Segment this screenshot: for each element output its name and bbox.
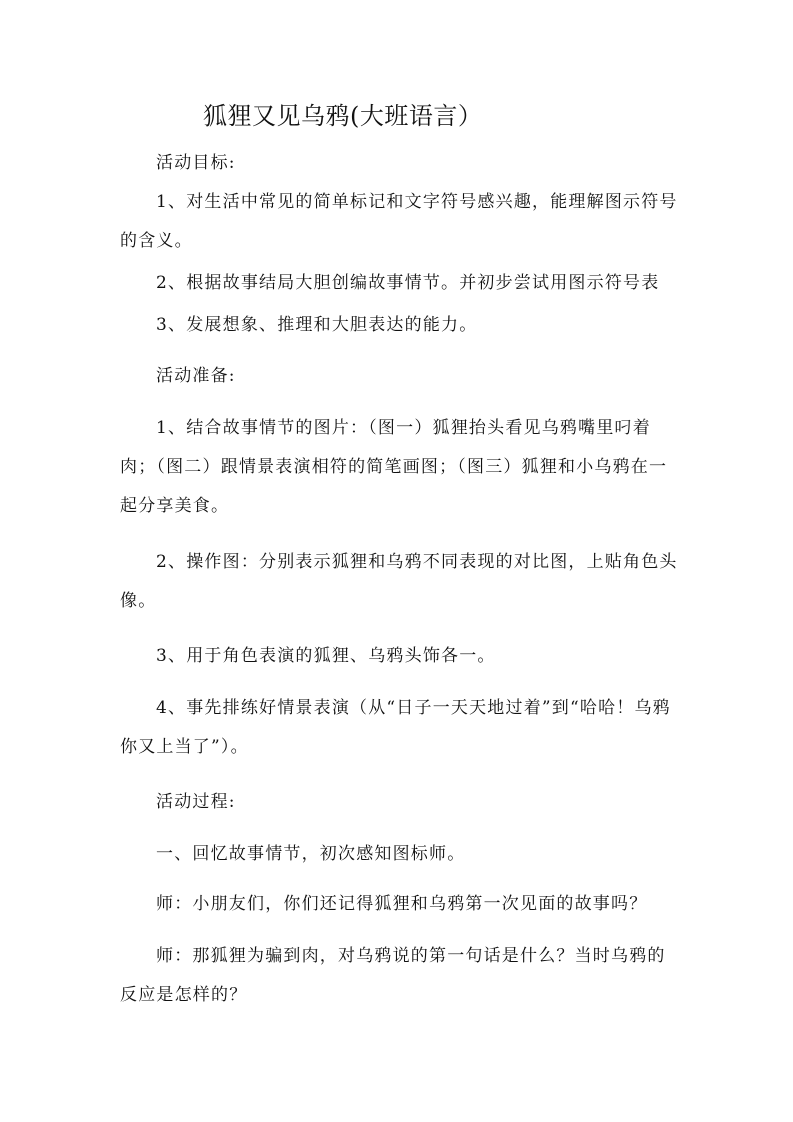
paragraph: 1、对生活中常见的简单标记和文字符号感兴趣，能理解图示符号的含义。 bbox=[120, 192, 678, 251]
paragraph: 4、事先排练好情景表演（从“日子一天天地过着”到“哈哈！乌鸦你又上当了”）。 bbox=[120, 698, 671, 757]
section-heading-preparation: 活动准备: bbox=[156, 366, 236, 386]
section-heading-process: 活动过程: bbox=[156, 792, 236, 812]
paragraph: 1、结合故事情节的图片：（图一）狐狸抬头看见乌鸦嘴里叼着肉；（图二）跟情景表演相符的简笔画图；（图三）狐狸和小乌鸦在一起分享美食。 bbox=[120, 418, 668, 516]
paragraph: 2、根据故事结局大胆创编故事情节。并初步尝试用图示符号表 bbox=[156, 273, 660, 293]
paragraph: 师：小朋友们，你们还记得狐狸和乌鸦第一次见面的故事吗？ bbox=[156, 894, 648, 914]
paragraph: 师：那狐狸为骗到肉，对乌鸦说的第一句话是什么？当时乌鸦的反应是怎样的？ bbox=[120, 946, 666, 1005]
section-heading-goals: 活动目标: bbox=[156, 153, 236, 173]
paragraph: 3、发展想象、推理和大胆表达的能力。 bbox=[156, 315, 478, 335]
paragraph: 3、用于角色表演的狐狸、乌鸦头饰各一。 bbox=[156, 646, 496, 666]
paragraph: 一、回忆故事情节，初次感知图标师。 bbox=[156, 844, 466, 864]
paragraph: 2、操作图：分别表示狐狸和乌鸦不同表现的对比图，上贴角色头像。 bbox=[120, 552, 678, 611]
document-title: 狐狸又见乌鸦(大班语言） bbox=[203, 102, 483, 130]
